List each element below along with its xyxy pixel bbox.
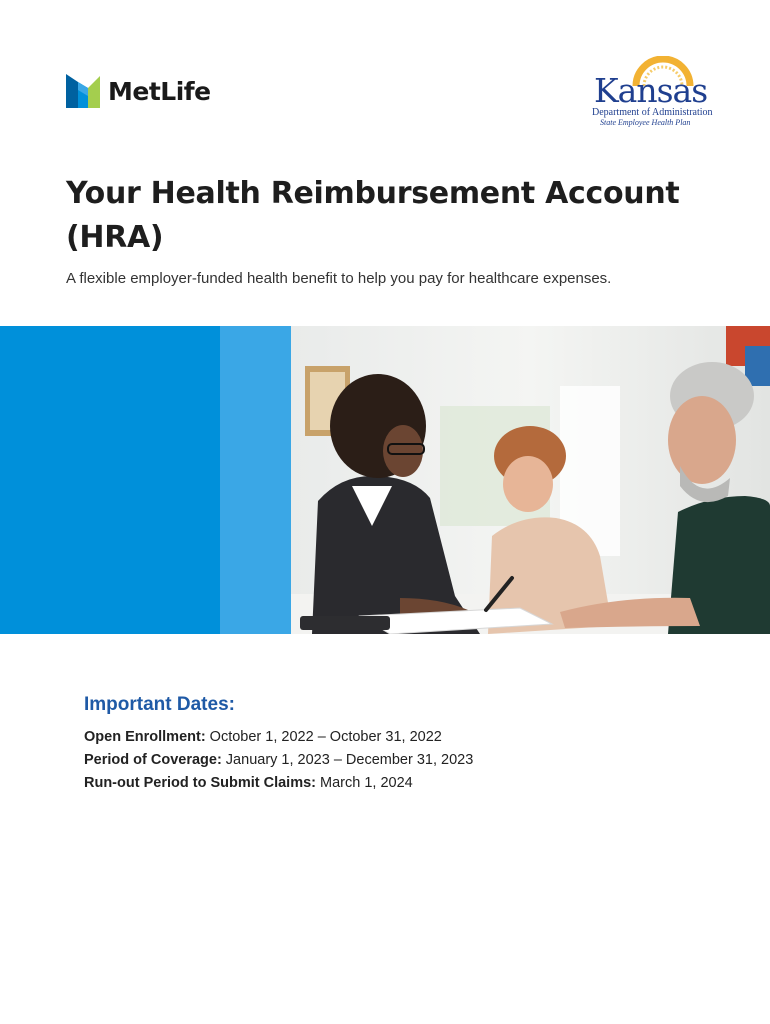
run-out-period-row [84, 772, 473, 795]
kansas-wordmark: Kansas [594, 71, 708, 110]
hero-banner [0, 326, 770, 634]
period-of-coverage-row [84, 749, 473, 772]
page-subtitle: A flexible employer-funded health benefit to help you pay for healthcare expenses. [66, 270, 612, 287]
date-value: January 1, 2023 – December 31, 2023 [221, 752, 474, 768]
important-dates-heading: Important Dates: [84, 694, 235, 715]
kansas-department: Department of Administration [592, 107, 713, 118]
metlife-wordmark: MetLife [108, 76, 211, 106]
metlife-logo [66, 74, 211, 108]
open-enrollment-row [84, 726, 473, 749]
page-title: Your Health Reimbursement Account (HRA) [66, 176, 680, 255]
important-dates [84, 694, 473, 795]
date-value: March 1, 2024 [316, 775, 413, 791]
hero-photo [0, 326, 770, 634]
date-label: Period of Coverage: [84, 752, 222, 768]
metlife-logo-icon [66, 74, 100, 108]
date-label: Run-out Period to Submit Claims: [84, 775, 316, 791]
blue-panel [0, 326, 220, 634]
kansas-logo [588, 56, 713, 128]
kansas-plan: State Employee Health Plan [600, 118, 691, 127]
light-blue-panel [220, 326, 291, 634]
date-label: Open Enrollment: [84, 729, 206, 745]
date-value: October 1, 2022 – October 31, 2022 [205, 729, 442, 745]
